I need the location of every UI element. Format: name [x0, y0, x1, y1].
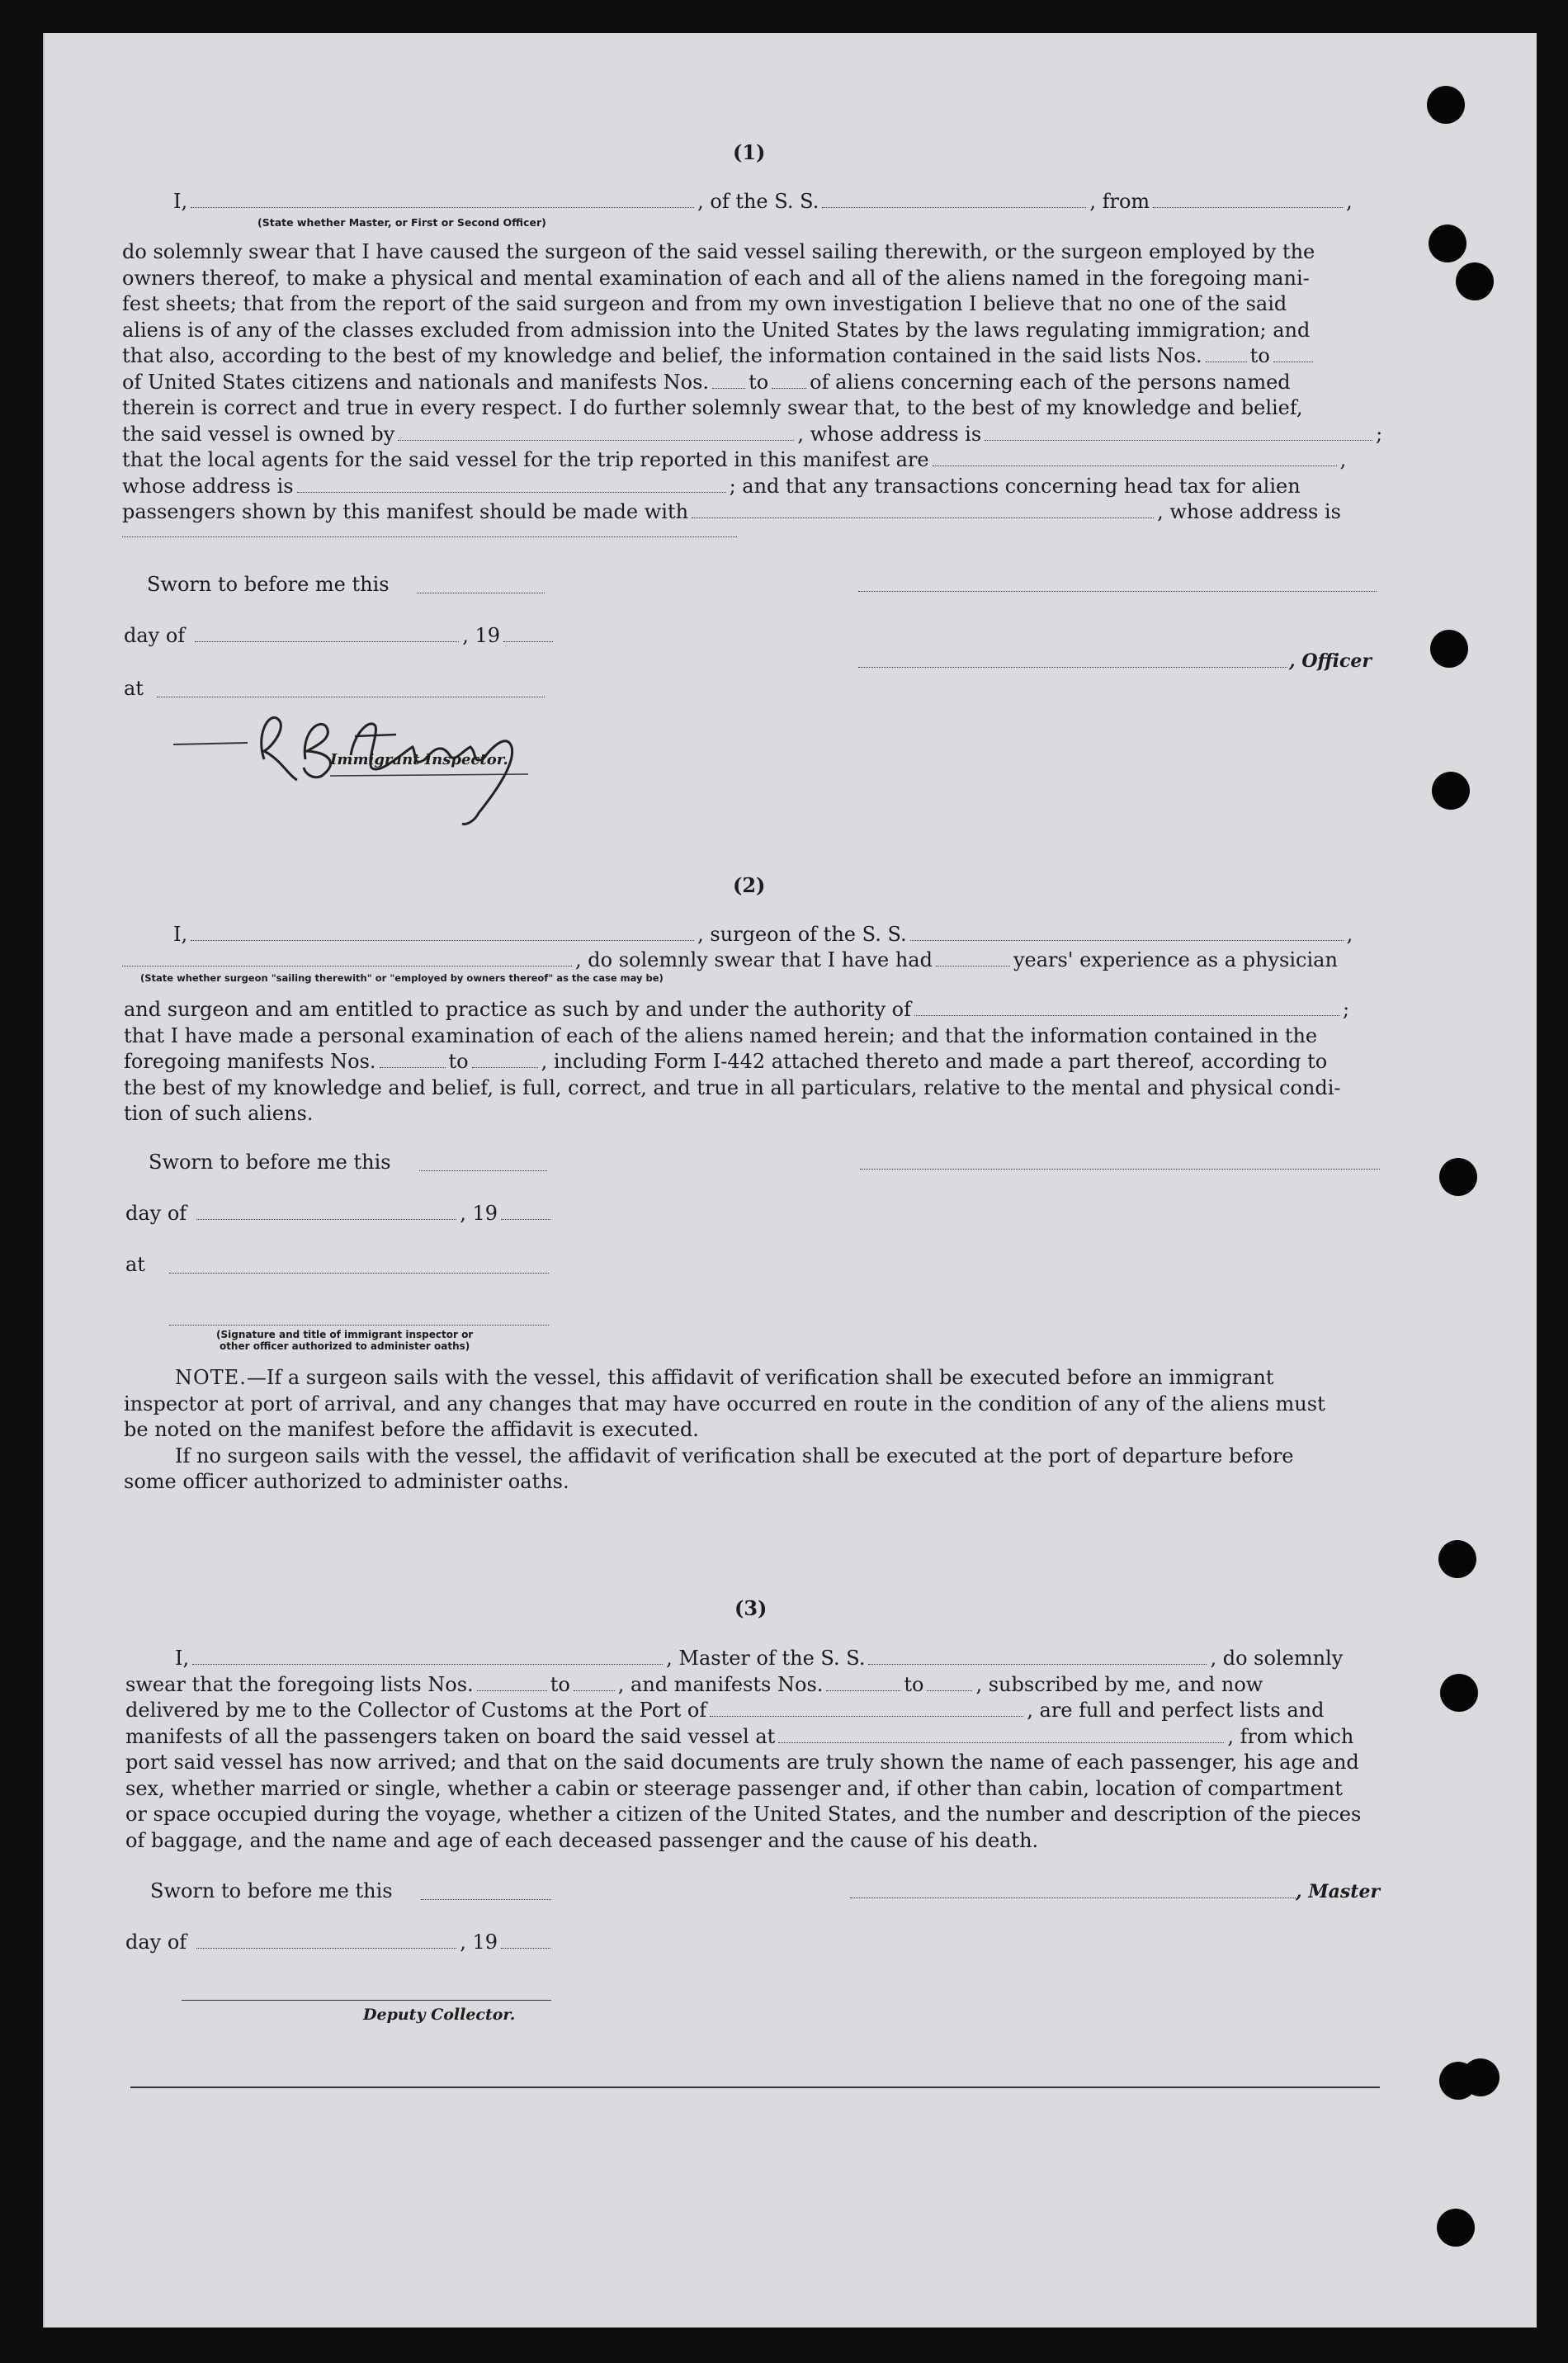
- text-line: or space occupied during the voyage, whether a citizen of the United States, and the number and description of the pieces: [125, 1803, 1362, 1826]
- punch-hole: [1439, 1158, 1477, 1196]
- day-of-line: day of , 19: [124, 624, 556, 647]
- text-line: foregoing manifests Nos. to , including Form I-442 attached thereto and made a part thereof, according to: [124, 1050, 1328, 1073]
- paragraph: [124, 997, 1349, 1127]
- blank-field: [122, 536, 737, 537]
- signature-line: [858, 591, 1377, 592]
- text-line: NOTE.—If a surgeon sails with the vessel, this affidavit of verification shall be executed before an immigrant: [175, 1366, 1274, 1389]
- text-line: of United States citizens and nationals and manifests Nos. to of aliens concerning each of the persons named: [122, 370, 1291, 394]
- field-note: (State whether surgeon "sailing therewith" or "employed by owners thereof" as the case may be): [140, 972, 664, 984]
- text-line: the said vessel is owned by , whose address is ;: [122, 422, 1383, 446]
- signature-line: [182, 2000, 551, 2001]
- punch-hole: [1430, 630, 1468, 668]
- blank-field: [421, 1899, 551, 1900]
- text-line: owners thereof, to make a physical and mental examination of each and all of the aliens named in the foregoing mani-: [122, 266, 1310, 290]
- punch-hole: [1432, 772, 1470, 810]
- text-line: and surgeon and am entitled to practice as such by and under the authority of ;: [124, 998, 1350, 1021]
- sworn-label: Sworn to before me this: [147, 573, 390, 596]
- text-line: that I have made a personal examination of each of the aliens named herein; and that the information contained in the: [124, 1023, 1318, 1047]
- section-heading: (1): [733, 140, 766, 164]
- text-line: sex, whether married or single, whether a cabin or steerage passenger and, if other than cabin, location of compartment: [125, 1776, 1343, 1800]
- punch-hole: [1438, 1540, 1476, 1578]
- day-of-line: day of , 19: [125, 1202, 554, 1225]
- deputy-label: Deputy Collector.: [363, 2006, 516, 2024]
- blank-field: [169, 1273, 549, 1274]
- paragraph: [125, 1646, 1361, 1854]
- text-line: whose address is ; and that any transactions concerning head tax for alien: [122, 474, 1301, 498]
- signature-line: [860, 1169, 1380, 1170]
- signature-line: [169, 1325, 549, 1326]
- signature-line: [858, 667, 1287, 668]
- sworn-label: Sworn to before me this: [149, 1151, 391, 1174]
- paragraph: [122, 239, 1382, 526]
- at-label: at: [125, 1253, 145, 1276]
- text-line: fest sheets; that from the report of the said surgeon and from my own investigation I believe that no one of the said: [122, 292, 1287, 315]
- text-line: , do solemnly swear that I have had years' experience as a physician: [122, 948, 1338, 971]
- text-line: that also, according to the best of my knowledge and belief, the information contained in the said lists Nos. to: [122, 343, 1382, 370]
- punch-hole: [1440, 1674, 1478, 1712]
- day-of-line: day of , 19: [125, 1931, 554, 1954]
- text-line: If no surgeon sails with the vessel, the affidavit of verification shall be executed at the port of departure before: [175, 1444, 1294, 1467]
- text-line: I, , of the S. S. , from ,: [173, 190, 1353, 213]
- sworn-label: Sworn to before me this: [150, 1879, 393, 1902]
- text-line: be noted on the manifest before the affidavit is executed.: [124, 1418, 699, 1441]
- bottom-rule: [130, 2087, 1380, 2088]
- text-line: inspector at port of arrival, and any changes that may have occurred en route in the condition of any of the aliens must: [124, 1392, 1325, 1415]
- inspector-label: Immigrant Inspector.: [330, 751, 508, 768]
- signature-line: [850, 1897, 1296, 1898]
- text-line: that the local agents for the said vessel for the trip reported in this manifest are ,: [122, 448, 1347, 471]
- text-line: therein is correct and true in every respect. I do further solemnly swear that, to the best of my knowledge and belief,: [122, 396, 1303, 419]
- text-line: passengers shown by this manifest should be made with , whose address is: [122, 500, 1341, 523]
- text-line: of baggage, and the name and age of each deceased passenger and the cause of his death.: [125, 1828, 1039, 1852]
- section-heading: (3): [734, 1596, 767, 1620]
- field-note: (State whether Master, or First or Second Officer): [257, 216, 546, 229]
- signature-note: (Signature and title of immigrant inspector or other officer authorized to administer oaths): [216, 1329, 474, 1352]
- text-line: manifests of all the passengers taken on board the said vessel at , from which: [125, 1724, 1354, 1748]
- punch-hole: [1437, 2209, 1475, 2247]
- text-line: do solemnly swear that I have caused the surgeon of the said vessel sailing therewith, or the surgeon employed by the: [122, 240, 1315, 263]
- note-paragraph: [124, 1365, 1325, 1496]
- text-line: I, , Master of the S. S. , do solemnly: [175, 1647, 1344, 1670]
- text-line: the best of my knowledge and belief, is full, correct, and true in all particulars, relative to the mental and physical condi-: [124, 1075, 1341, 1099]
- section-heading: (2): [733, 873, 766, 897]
- blank-field: [419, 1170, 547, 1171]
- text-line: delivered by me to the Collector of Customs at the Port of , are full and perfect lists and: [125, 1699, 1325, 1722]
- text-line: port said vessel has now arrived; and that on the said documents are truly shown the name of each passenger, his age and: [125, 1751, 1359, 1774]
- punch-hole: [1429, 224, 1466, 262]
- text-line: some officer authorized to administer oaths.: [124, 1470, 569, 1493]
- text-line: tion of such aliens.: [124, 1102, 314, 1125]
- text-line: aliens is of any of the classes excluded from admission into the United States by the laws regulating immigration; and: [122, 318, 1311, 342]
- punch-hole: [1462, 2058, 1500, 2096]
- text-line: I, , surgeon of the S. S. ,: [173, 923, 1353, 946]
- punch-hole: [1427, 86, 1465, 124]
- punch-hole: [1456, 262, 1494, 300]
- officer-label: , Officer: [1289, 650, 1372, 672]
- at-label: at: [124, 677, 144, 700]
- master-label: , Master: [1296, 1881, 1381, 1902]
- text-line: swear that the foregoing lists Nos. to , and manifests Nos. to , subscribed by me, and now: [125, 1672, 1263, 1696]
